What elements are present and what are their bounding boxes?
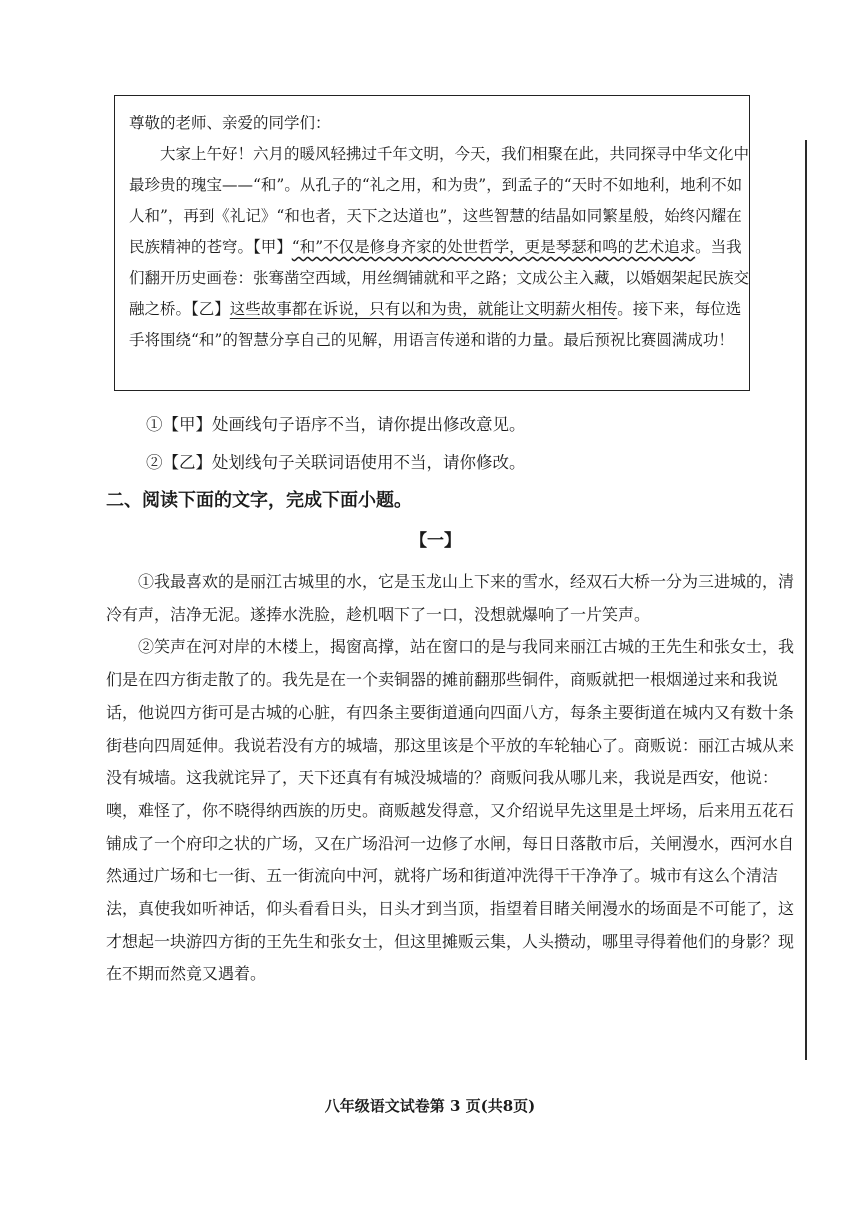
page-footer: 八年级语文试卷第 3 页(共8页) <box>324 1097 536 1115</box>
passage-subheading: 【一】 <box>410 531 461 551</box>
speech-text-c: 。接下来，每位选手将围绕“和”的智慧分享自己的见解，用语言传递和谐的力量。最后预祝比赛圆满成功！ <box>129 300 742 349</box>
sentence-yi-underlined: 这些故事都在诉说，只有以和为贵，就能让文明薪火相传 <box>229 300 618 318</box>
section-title: 二、阅读下面的文字，完成下面小题。 <box>106 490 412 511</box>
speech-text-b: 。当我们翻开历史画卷：张骞凿空西域，用丝绸铺就和平之路；文成公主入藏，以婚姻架起民族交融之桥。【乙】 <box>129 238 750 318</box>
speech-salutation: 尊敬的老师、亲爱的同学们： <box>129 114 331 132</box>
speech-paragraph <box>129 139 749 356</box>
speech-text-a: 大家上午好！六月的暖风轻拂过千年文明，今天，我们相聚在此，共同探寻中华文化中最珍贵的瑰宝——“和”。从孔子的“礼之用，和为贵”，到孟子的“天时不如地利，地利不如人和”，再到《礼记》“和也者，天下之达道也”，这些智慧的结晶如同繁星般，始终闪耀在民族精神的苍穹。【甲】 <box>129 145 750 256</box>
passage-paragraph-1: ①我最喜欢的是丽江古城里的水，它是玉龙山上下来的雪水，经双石大桥一分为三进城的，清冷有声，洁净无泥。遂捧水洗脸，趁机咽下了一口，没想就爆响了一片笑声。 <box>106 572 795 624</box>
question-2: ②【乙】处划线句子关联词语使用不当，请你修改。 <box>146 453 526 472</box>
question-1: ①【甲】处画线句子语序不当，请你提出修改意见。 <box>146 415 526 434</box>
speech-text-box <box>114 95 750 391</box>
reading-passage <box>106 566 796 991</box>
sentence-jia-underlined: “和”不仅是修身齐家的处世哲学，更是琴瑟和鸣的艺术追求 <box>291 238 696 256</box>
passage-paragraph-2: ②笑声在河对岸的木楼上，揭窗高撑，站在窗口的是与我同来丽江古城的王先生和张女士，我们是在四方街走散了的。我先是在一个卖铜器的摊前翻那些铜件，商贩就把一根烟递过来和我说话，他说四方街可是古城的心脏，有四条主要街道通向四面八方，每条主要街道在城内又有数十条街巷向四周延伸。我说若没有方的城墙，那这里该是个平放的车轮轴心了。商贩说：丽江古城从来没有城墙。这我就诧异了，天下还真有有城没城墙的？商贩问我从哪儿来，我说是西安，他说：噢，难怪了，你不晓得纳西族的历史。商贩越发得意，又介绍说早先这里是土坪场，后来用五花石铺成了一个府印之状的广场，又在广场沿河一边修了水闸，每日日落散市后，关闸漫水，西河水自然通过广场和七一街、五一街流向中河，就将广场和街道冲洗得干干净净了。城市有这么个清洁法，真使我如听神话，仰头看看日头，日头才到当顶，指望着目睹关闸漫水的场面是不可能了，这才想起一块游四方街的王先生和张女士，但这里摊贩云集，人头攒动，哪里寻得着他们的身影？现在不期而然竟又遇着。 <box>106 637 795 984</box>
binding-margin-line <box>805 140 807 1060</box>
